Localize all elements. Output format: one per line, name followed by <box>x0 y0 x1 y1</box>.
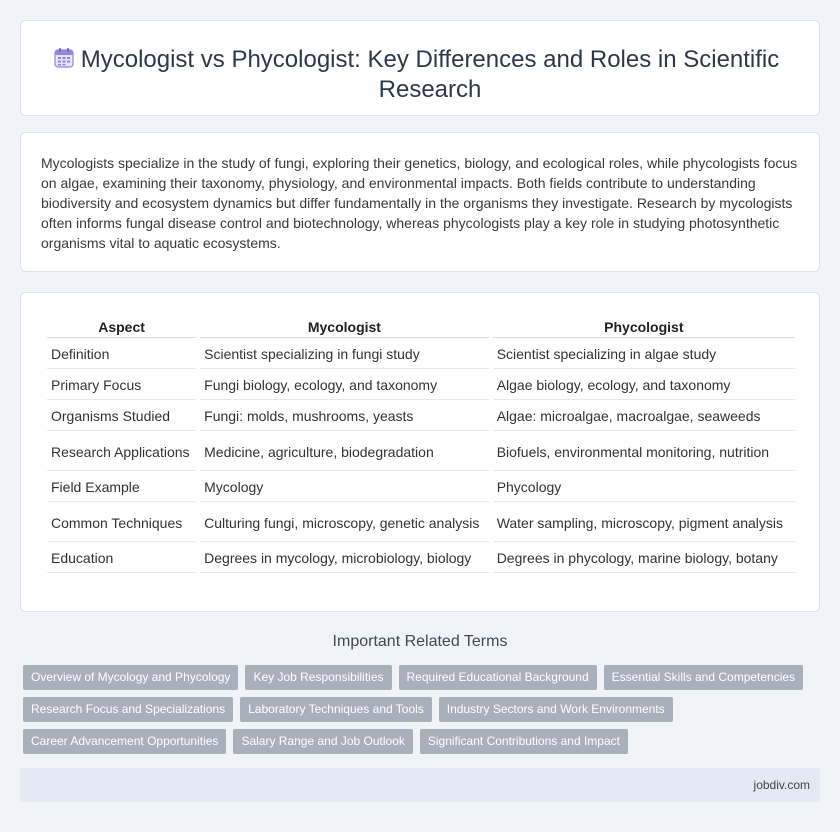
header-card <box>20 20 820 116</box>
header-aspect: Aspect <box>47 317 196 338</box>
aspect-cell: Education <box>47 544 196 573</box>
tag-salary[interactable]: Salary Range and Job Outlook <box>233 729 412 754</box>
tag-skills[interactable]: Essential Skills and Competencies <box>604 665 803 690</box>
comparison-table-card <box>20 292 820 612</box>
phycologist-cell: Scientist specializing in algae study <box>493 340 795 369</box>
table-row <box>47 544 795 573</box>
footer-site-link[interactable]: jobdiv.com <box>753 778 810 792</box>
tag-career-advancement[interactable]: Career Advancement Opportunities <box>23 729 226 754</box>
tag-responsibilities[interactable]: Key Job Responsibilities <box>245 665 391 690</box>
aspect-cell: Organisms Studied <box>47 402 196 431</box>
table-row <box>47 371 795 400</box>
phycologist-cell: Water sampling, microscopy, pigment analysis <box>493 504 795 542</box>
page-title: Mycologist vs Phycologist: Key Differences and Roles in Scientific Research <box>80 46 780 103</box>
table-row <box>47 340 795 369</box>
tag-research-focus[interactable]: Research Focus and Specializations <box>23 697 233 722</box>
comparison-table <box>43 315 799 575</box>
mycologist-cell: Mycology <box>200 473 489 502</box>
tag-industry-sectors[interactable]: Industry Sectors and Work Environments <box>439 697 673 722</box>
mycologist-cell: Scientist specializing in fungi study <box>200 340 489 369</box>
aspect-cell: Primary Focus <box>47 371 196 400</box>
aspect-cell: Definition <box>47 340 196 369</box>
phycologist-cell: Phycology <box>493 473 795 502</box>
aspect-cell: Field Example <box>47 473 196 502</box>
table-row <box>47 402 795 431</box>
header-phycologist: Phycologist <box>493 317 795 338</box>
tag-overview[interactable]: Overview of Mycology and Phycology <box>23 665 238 690</box>
tag-education[interactable]: Required Educational Background <box>399 665 597 690</box>
table-row <box>47 504 795 542</box>
tag-lab-techniques[interactable]: Laboratory Techniques and Tools <box>240 697 432 722</box>
mycologist-cell: Culturing fungi, microscopy, genetic analysis <box>200 504 489 542</box>
intro-paragraph: Mycologists specialize in the study of fungi, exploring their genetics, biology, and ecological roles, while phycologists focus on algae, examining their taxonomy, physiology, and environmental impacts. Both fields contribute to understanding biodiversity and ecosystem dynamics but differ fundamentally in the organisms they investigate. Research by mycologists often informs fungal disease control and biotechnology, whereas phycologists play a key role in studying photosynthetic organisms vital to aquatic ecosystems. <box>41 155 798 251</box>
mycologist-cell: Medicine, agriculture, biodegradation <box>200 433 489 471</box>
table-header-row <box>47 317 795 338</box>
table-row <box>47 473 795 502</box>
table-row <box>47 433 795 471</box>
aspect-cell: Research Applications <box>47 433 196 471</box>
mycologist-cell: Fungi: molds, mushrooms, yeasts <box>200 402 489 431</box>
tag-contributions[interactable]: Significant Contributions and Impact <box>420 729 628 754</box>
mycologist-cell: Degrees in mycology, microbiology, biology <box>200 544 489 573</box>
related-terms-title: Important Related Terms <box>332 633 508 650</box>
header-mycologist: Mycologist <box>200 317 489 338</box>
footer <box>20 768 820 802</box>
related-terms-tags <box>23 665 823 761</box>
phycologist-cell: Algae: microalgae, macroalgae, seaweeds <box>493 402 795 431</box>
phycologist-cell: Algae biology, ecology, and taxonomy <box>493 371 795 400</box>
mycologist-cell: Fungi biology, ecology, and taxonomy <box>200 371 489 400</box>
intro-card <box>20 132 820 272</box>
phycologist-cell: Degrees in phycology, marine biology, botany <box>493 544 795 573</box>
phycologist-cell: Biofuels, environmental monitoring, nutrition <box>493 433 795 471</box>
aspect-cell: Common Techniques <box>47 504 196 542</box>
